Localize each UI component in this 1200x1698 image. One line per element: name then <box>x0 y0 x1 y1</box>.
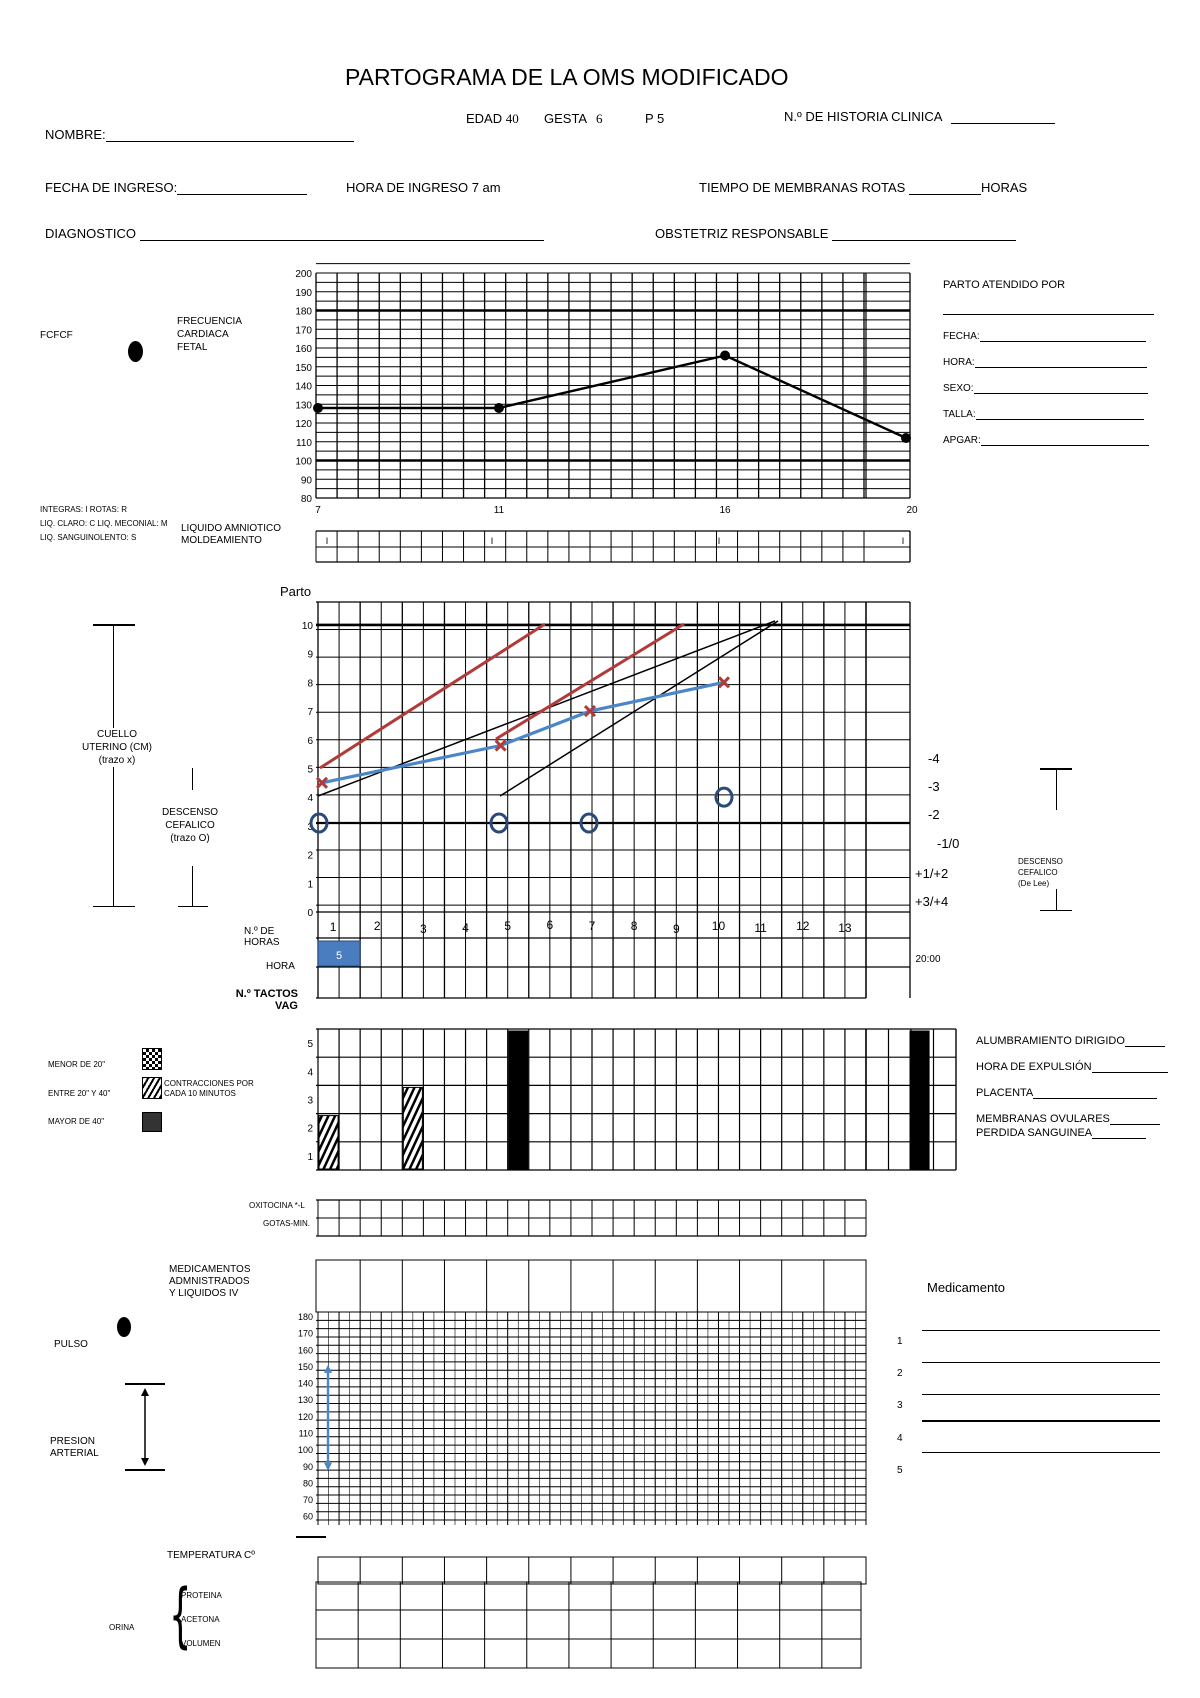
fcf-y-tick: 140 <box>295 381 312 393</box>
liquido-label-line: LIQUIDO AMNIOTICO <box>181 523 282 534</box>
fcf-y-tick: 80 <box>300 494 312 505</box>
historia-label: N.º DE HISTORIA CLINICA <box>784 109 942 124</box>
hour-label: 8 <box>630 919 638 933</box>
medicamento-number: 4 <box>897 1433 903 1444</box>
dil-y-tick: 3 <box>307 821 313 833</box>
medicamento-title: Medicamento <box>927 1280 1006 1295</box>
p-field: P 5 <box>645 111 665 126</box>
fcf-label-line: FETAL <box>177 342 208 353</box>
fcf-y-tick: 170 <box>295 325 312 337</box>
fcf-y-tick: 90 <box>300 475 312 487</box>
hour-label: 9 <box>672 922 680 936</box>
fcf-x-tick: 11 <box>493 505 505 516</box>
liquido-label-line: MOLDEAMIENTO <box>181 535 262 546</box>
fcf-y-tick: 160 <box>295 344 312 355</box>
pulso-y-tick: 120 <box>297 1411 313 1422</box>
fecha-ingreso-label: FECHA DE INGRESO: <box>45 180 178 195</box>
contraction-bar <box>319 1116 338 1169</box>
contr-y-tick: 1 <box>307 1151 313 1163</box>
orina-label: ORINA <box>109 1623 135 1632</box>
pulso-label: PULSO <box>54 1339 88 1350</box>
contr-y-tick: 5 <box>307 1039 313 1051</box>
contraction-bar <box>910 1031 929 1169</box>
hour-label: 1 <box>329 920 337 934</box>
pulso-y-tick: 150 <box>297 1361 313 1372</box>
hour-label: 7 <box>588 919 596 933</box>
horas-label-line: N.º DE <box>244 926 275 937</box>
pulso-y-tick: 90 <box>302 1461 313 1472</box>
nombre-label: NOMBRE: <box>45 127 106 142</box>
fcf-y-tick: 100 <box>295 456 312 468</box>
contr-label-line: CADA 10 MINUTOS <box>164 1089 236 1098</box>
fcf-side-label: FCFCF <box>40 330 73 341</box>
medicamento-number: 2 <box>897 1368 903 1379</box>
medicamentos-label-line: MEDICAMENTOS <box>169 1264 251 1275</box>
edad-value: 40 <box>505 111 519 126</box>
orina-brace-icon: { <box>169 1574 192 1656</box>
meds-box <box>316 1260 866 1312</box>
legend-label: ENTRE 20" Y 40" <box>48 1089 111 1098</box>
bp-arrow-head <box>324 1365 332 1373</box>
hora-ingreso-field: HORA DE INGRESO 7 am <box>346 180 501 195</box>
presion-label-line: ARTERIAL <box>50 1448 99 1459</box>
cuello-label-line: UTERINO (CM) <box>82 742 152 753</box>
descenso-label-line: DESCENSO <box>161 807 219 818</box>
contr-y-tick: 4 <box>307 1067 313 1079</box>
cuello-label-line: (trazo x) <box>98 755 136 766</box>
fcf-point <box>901 433 911 443</box>
medicamento-number: 1 <box>897 1336 903 1347</box>
right-field-label: PLACENTA <box>976 1087 1034 1099</box>
pulso-y-tick: 130 <box>297 1395 313 1406</box>
page-title: PARTOGRAMA DE LA OMS MODIFICADO <box>345 64 789 90</box>
medicamentos-label-line: ADMNISTRADOS <box>169 1276 250 1287</box>
liquido-mark: I <box>717 536 721 546</box>
fcf-y-tick: 150 <box>295 362 312 374</box>
dil-y-tick: 1 <box>307 879 313 891</box>
fcf-label-line: CARDIACA <box>177 329 229 340</box>
hora-last-value: 20:00 <box>915 954 941 965</box>
pulso-y-tick: 110 <box>298 1428 313 1439</box>
legend-label: MAYOR DE 40" <box>48 1117 105 1126</box>
parto-atendido-title: PARTO ATENDIDO POR <box>943 279 1066 291</box>
liquido-mark: I <box>490 536 494 546</box>
dil-y-tick: 2 <box>307 850 313 862</box>
orina-row-label: PROTEINA <box>181 1591 222 1600</box>
liquido-legend-line: INTEGRAS: I ROTAS: R <box>40 505 127 514</box>
hour-label: 11 <box>754 921 767 935</box>
station-label: +3/+4 <box>915 894 949 909</box>
oxitocina-label: OXITOCINA *-L <box>249 1201 305 1210</box>
temperatura-label: TEMPERATURA Cº <box>167 1550 255 1561</box>
parto-field-label: HORA: <box>943 357 975 368</box>
orina-row-label: VOLUMEN <box>181 1639 221 1648</box>
fcf-y-tick: 190 <box>295 287 312 299</box>
fcf-point <box>313 403 323 413</box>
parto-field-label: FECHA: <box>943 331 980 342</box>
fcf-x-tick: 7 <box>315 505 321 516</box>
right-field-label: PERDIDA SANGUINEA <box>976 1127 1093 1139</box>
orina-row-label: ACETONA <box>181 1615 220 1624</box>
right-field-label: ALUMBRAMIENTO DIRIGIDO <box>976 1035 1125 1047</box>
liquido-mark: I <box>325 536 329 546</box>
horas-label-line: HORAS <box>244 937 280 948</box>
pulso-y-tick: 140 <box>297 1378 313 1389</box>
contraction-bar <box>509 1031 528 1169</box>
descenso-label-line: (trazo O) <box>170 833 210 844</box>
descenso-label-line: CEFALICO <box>165 820 215 831</box>
hour-label: 10 <box>711 919 726 933</box>
bp-arrow-head <box>324 1463 332 1471</box>
liquido-legend-line: LIQ. CLARO: C LIQ. MECONIAL: M <box>40 519 168 528</box>
hour-label: 13 <box>838 921 852 935</box>
contr-y-tick: 2 <box>307 1123 313 1135</box>
parto-field-label: TALLA: <box>943 409 976 420</box>
descenso-right-line: DESCENSO <box>1018 857 1063 866</box>
obstetriz-label: OBSTETRIZ RESPONSABLE <box>655 226 829 241</box>
alert-line-1 <box>320 624 545 768</box>
fcf-y-tick: 200 <box>295 269 312 280</box>
parto-label: Parto <box>280 584 312 599</box>
contraction-bar <box>403 1087 422 1169</box>
gesta-value: 6 <box>596 111 603 126</box>
presion-label-line: PRESION <box>50 1436 96 1447</box>
gesta-label: GESTA <box>544 111 587 126</box>
action-line-2 <box>500 621 778 796</box>
dil-y-tick: 5 <box>307 764 313 776</box>
gotas-label: GOTAS-MIN. <box>263 1219 310 1228</box>
fcf-label-line: FRECUENCIA <box>177 316 243 327</box>
fcf-x-tick: 16 <box>719 505 731 516</box>
station-label: -2 <box>928 807 940 822</box>
temp-box <box>318 1557 866 1584</box>
membranas-unit: HORAS <box>980 180 1028 195</box>
legend-label: MENOR DE 20" <box>48 1060 106 1069</box>
hour-label: 4 <box>462 921 469 935</box>
hour-label: 5 <box>504 919 512 933</box>
fcf-y-tick: 180 <box>295 306 312 318</box>
pulso-y-tick: 60 <box>302 1511 313 1522</box>
dil-y-tick: 6 <box>307 735 313 747</box>
edad-label: EDAD <box>466 111 503 126</box>
pulso-y-tick: 80 <box>302 1478 313 1489</box>
medicamento-number: 3 <box>897 1400 903 1411</box>
descenso-right-line: (De Lee) <box>1018 879 1050 888</box>
station-label: -1/0 <box>937 836 960 851</box>
dil-y-tick: 8 <box>307 678 313 690</box>
dil-y-tick: 9 <box>307 649 313 661</box>
medicamentos-label-line: Y LIQUIDOS IV <box>169 1288 239 1299</box>
pulso-y-tick: 160 <box>297 1345 313 1356</box>
tactos-label-line: N.º TACTOS <box>235 988 298 1000</box>
fcf-x-tick: 20 <box>906 505 918 516</box>
station-label: +1/+2 <box>915 866 949 881</box>
dil-y-tick: 7 <box>307 707 313 719</box>
parto-field-label: APGAR: <box>943 435 981 446</box>
fcf-series-line <box>318 356 906 439</box>
fcf-y-tick: 120 <box>295 419 312 430</box>
fcf-point <box>720 351 730 361</box>
dil-y-tick: 10 <box>301 620 313 632</box>
descenso-right-line: CEFALICO <box>1018 868 1058 877</box>
contr-label-line: CONTRACCIONES POR <box>164 1079 254 1088</box>
membranas-label: TIEMPO DE MEMBRANAS ROTAS <box>699 180 906 195</box>
tactos-label-line: VAG <box>274 1000 298 1012</box>
hora-first-value: 5 <box>335 950 343 962</box>
liquido-legend-line: LIQ. SANGUINOLENTO: S <box>40 533 137 542</box>
liquido-mark: I <box>901 536 905 546</box>
pulso-y-tick: 170 <box>297 1328 313 1339</box>
fcf-y-tick: 110 <box>296 437 312 449</box>
cuello-label-line: CUELLO <box>96 729 137 740</box>
pulso-y-tick: 70 <box>302 1495 313 1506</box>
fcf-point <box>494 403 504 413</box>
pulso-y-tick: 100 <box>297 1445 313 1456</box>
pulso-y-tick: 180 <box>297 1311 313 1322</box>
contr-y-tick: 3 <box>307 1095 313 1107</box>
medicamento-number: 5 <box>897 1465 903 1476</box>
station-label: -4 <box>928 751 940 766</box>
hour-label: 12 <box>796 919 810 933</box>
hour-label: 2 <box>373 919 381 933</box>
dil-y-tick: 0 <box>307 908 313 919</box>
hour-label: 6 <box>546 918 554 932</box>
station-label: -3 <box>928 779 940 794</box>
hour-label: 3 <box>420 922 427 936</box>
fcf-y-tick: 130 <box>295 400 312 412</box>
right-field-label: HORA DE EXPULSIÓN <box>976 1061 1092 1073</box>
right-field-label: MEMBRANAS OVULARES <box>976 1113 1110 1125</box>
dil-y-tick: 4 <box>307 793 313 805</box>
diagnostico-label: DIAGNOSTICO <box>45 226 137 241</box>
parto-field-label: SEXO: <box>943 383 974 394</box>
hora-row-label: HORA <box>266 961 295 972</box>
